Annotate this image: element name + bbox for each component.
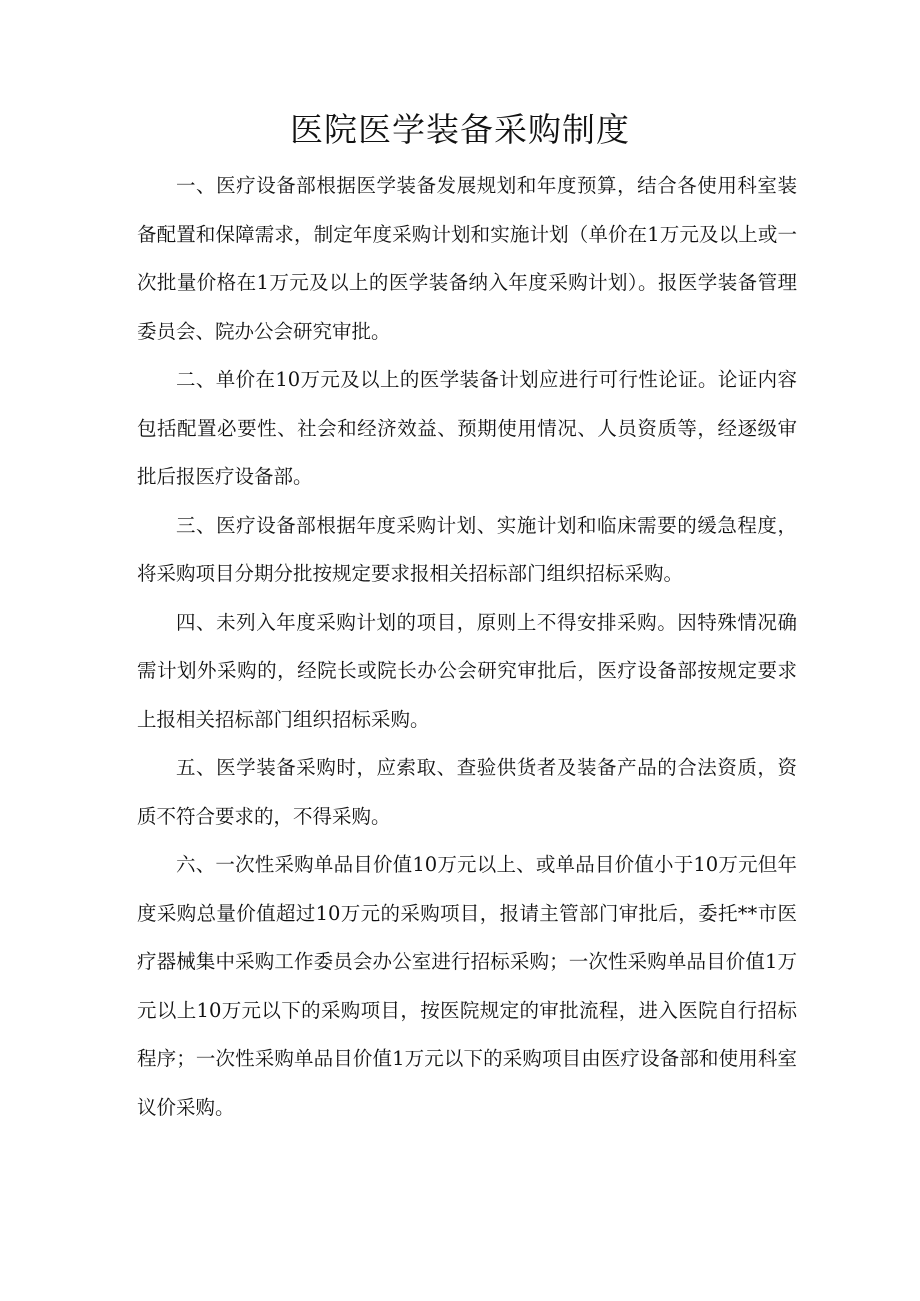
paragraph-1: 一、医疗设备部根据医学装备发展规划和年度预算，结合各使用科室装备配置和保障需求，制定年度采购计划和实施计划（单价在1万元及以上或一次批量价格在1万元及以上的医学装备纳入年度采购计划）。报医学装备管理委员会、院办公会研究审批。 [137,174,797,343]
document-title: 医院医学装备采购制度 [290,110,630,149]
document-body [137,162,797,1132]
paragraph-2: 二、单价在10万元及以上的医学装备计划应进行可行性论证。论证内容包括配置必要性、社会和经济效益、预期使用情况、人员资质等，经逐级审批后报医疗设备部。 [137,368,797,488]
paragraph-5: 五、医学装备采购时，应索取、查验供货者及装备产品的合法资质，资质不符合要求的，不得采购。 [137,756,797,828]
paragraph-3: 三、医疗设备部根据年度采购计划、实施计划和临床需要的缓急程度，将采购项目分期分批按规定要求报相关招标部门组织招标采购。 [137,513,797,585]
paragraph-6: 六、一次性采购单品目价值10万元以上、或单品目价值小于10万元但年度采购总量价值超过10万元的采购项目，报请主管部门审批后，委托**市医疗器械集中采购工作委员会办公室进行招标采购；一次性采购单品目价值1万元以上10万元以下的采购项目，按医院规定的审批流程，进入医院自行招标程序；一次性采购单品目价值1万元以下的采购项目由医疗设备部和使用科室议价采购。 [137,853,797,1119]
paragraph-4: 四、未列入年度采购计划的项目，原则上不得安排采购。因特殊情况确需计划外采购的，经院长或院长办公会研究审批后，医疗设备部按规定要求上报相关招标部门组织招标采购。 [137,610,797,731]
